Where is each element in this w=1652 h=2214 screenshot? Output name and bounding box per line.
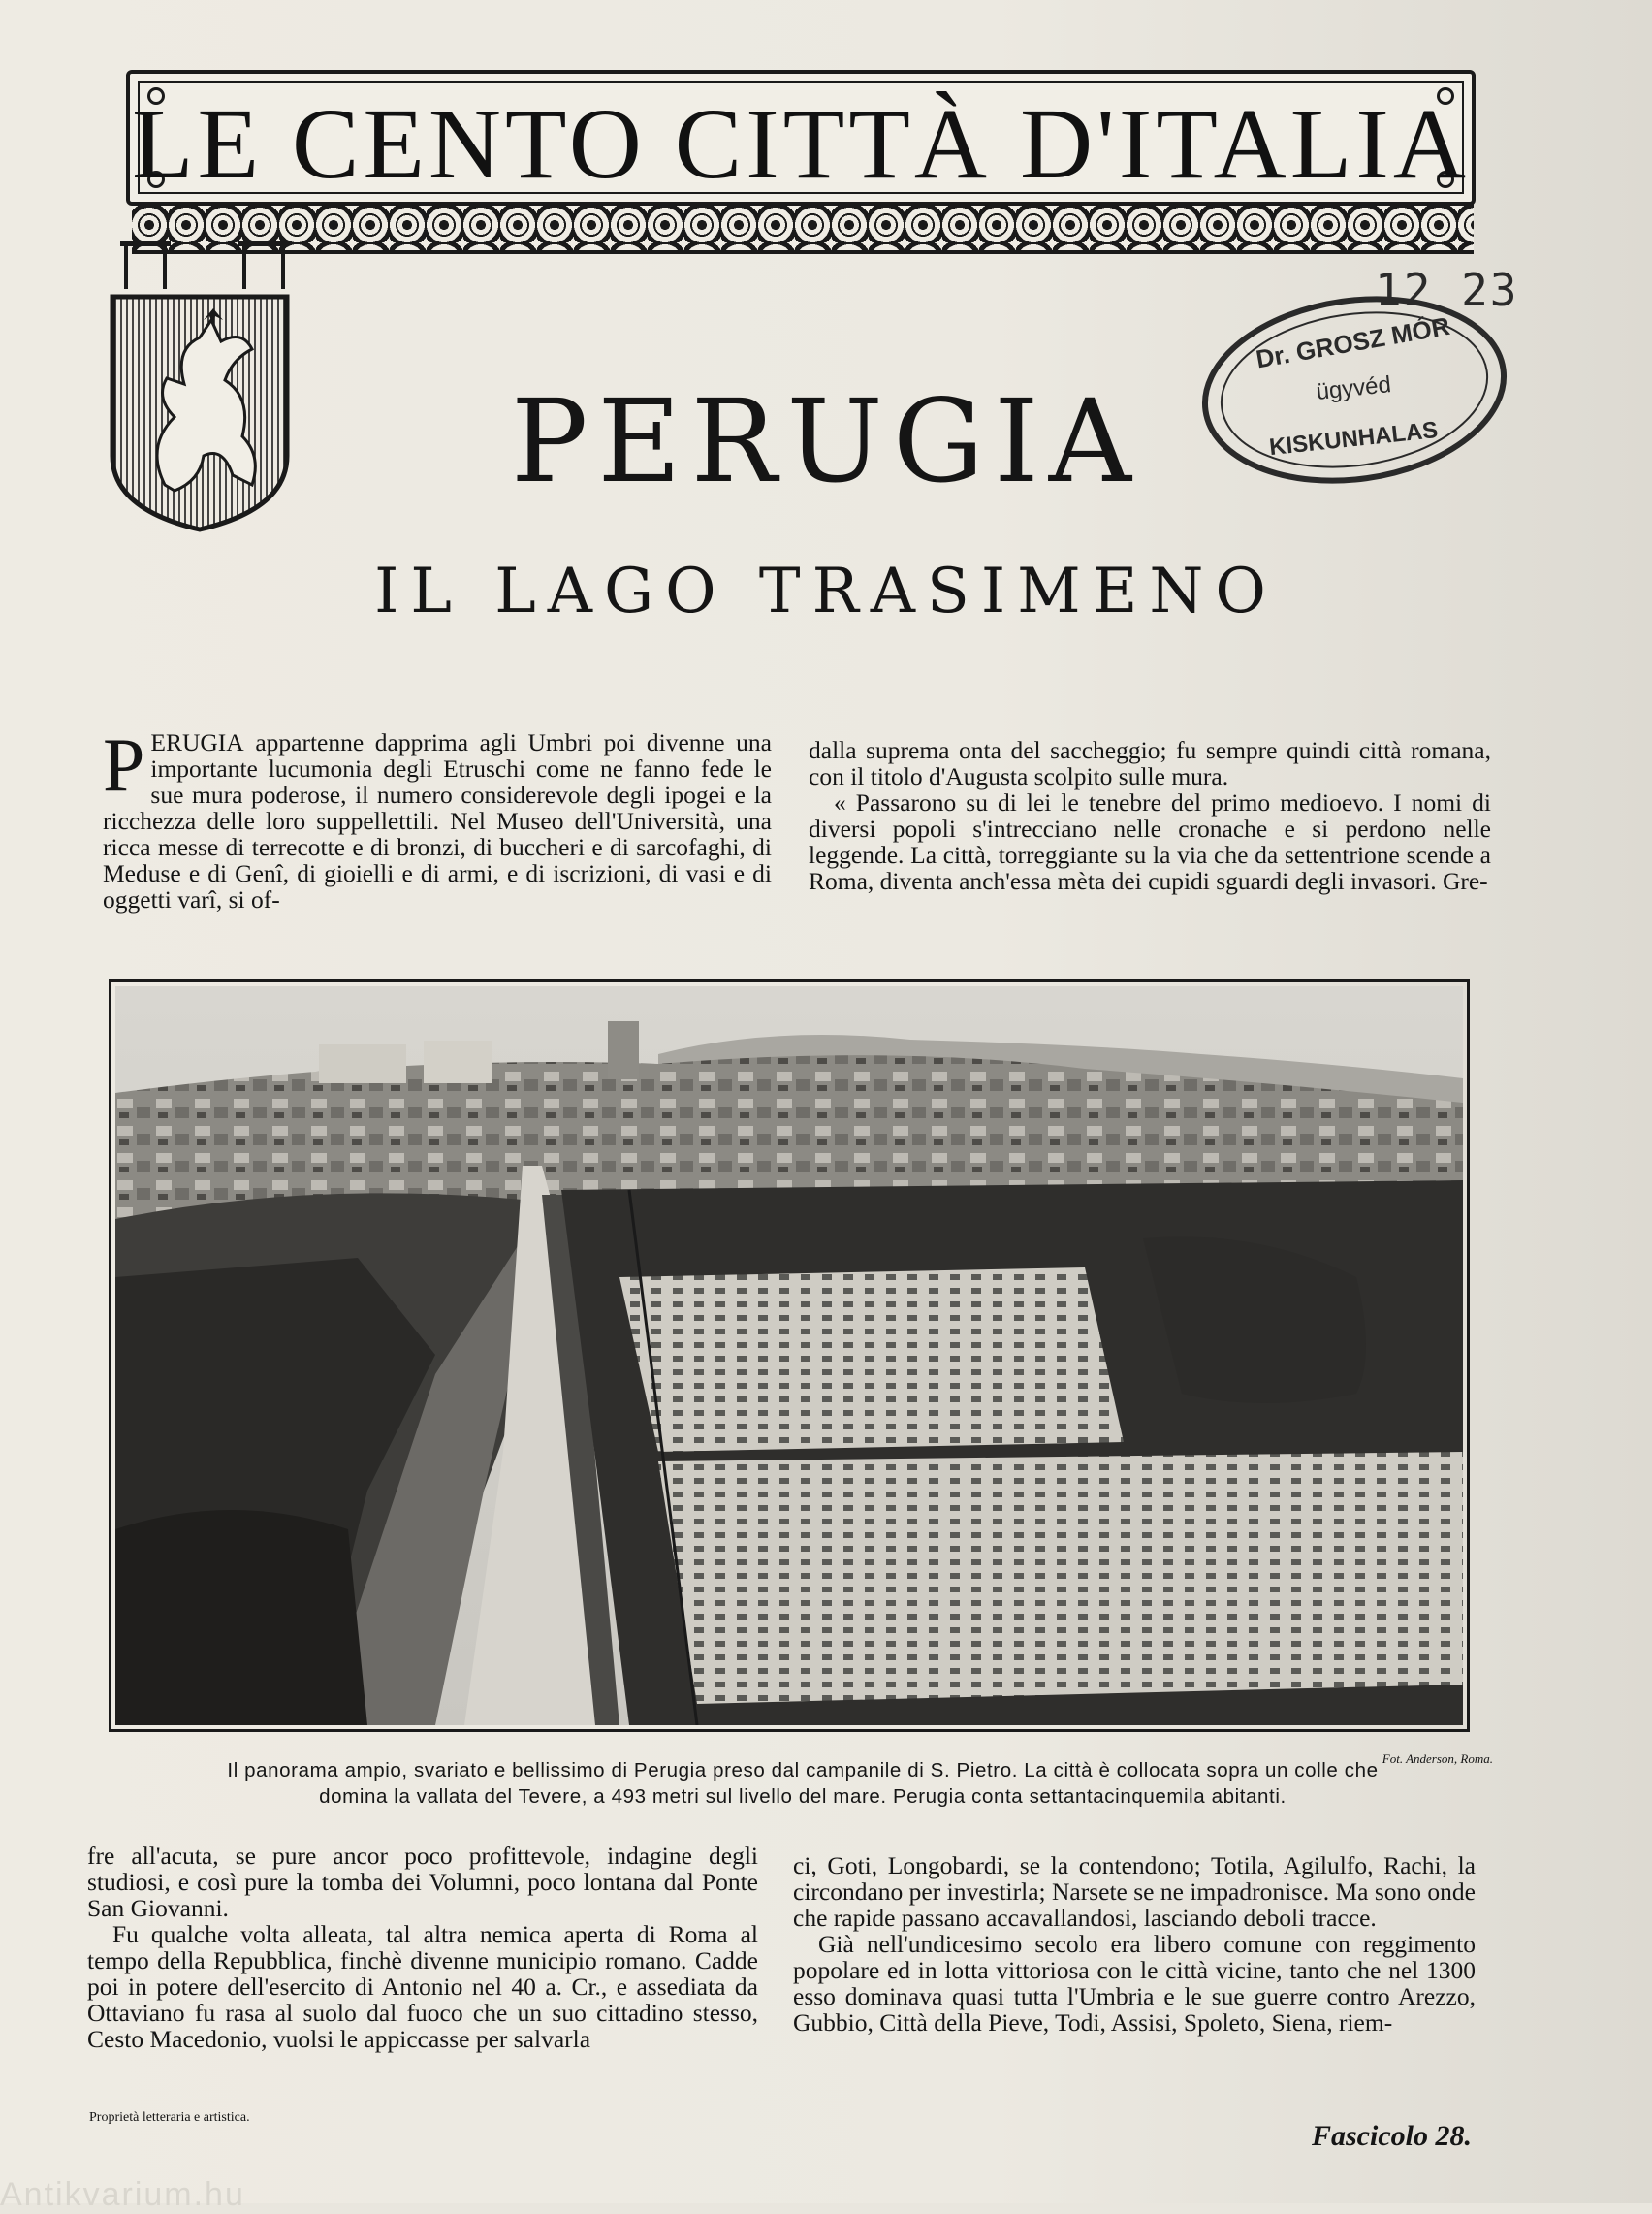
issue-value: 28. bbox=[1435, 2120, 1472, 2152]
issue-number bbox=[1312, 2120, 1472, 2153]
column-decoration bbox=[242, 246, 285, 289]
article-paragraph: « Passarono su di lei le tenebre del primo medioevo. I nomi di diversi popoli s'intrecciano nelle cronache e si perdono nelle leggende. La città, torreggiante su la via che da settentrione scende a Roma, diventa anch'essa mèta dei cupidi sguardi degli invasori. Gre- bbox=[809, 788, 1491, 895]
panorama-photo-frame bbox=[109, 979, 1470, 1732]
page-subtitle: IL LAGO TRASIMENO bbox=[374, 556, 1278, 627]
rights-notice: Proprietà letteraria e artistica. bbox=[89, 2110, 250, 2125]
stamp-line-2: ügyvéd bbox=[1315, 371, 1393, 406]
column-decoration bbox=[124, 246, 167, 289]
perugia-panorama-photo bbox=[115, 986, 1463, 1725]
stamp-number: 12 23 bbox=[1375, 264, 1519, 316]
lead-word: ERUGIA bbox=[150, 728, 244, 756]
article-column-top-right bbox=[809, 737, 1491, 894]
series-banner bbox=[126, 70, 1476, 206]
article-paragraph bbox=[103, 722, 772, 914]
paragraph-text: appartenne dapprima agli Umbri poi divenne una importante lucumonia degli Etruschi come ne fanno fede le sue mura poderose, il numero considerevole degli ipogei e la ricchezza delle loro suppellettili. Nel Museo dell'Università, una ricca messe di terrecotte e di bronzi, di buccheri e di sarcofaghi, di Meduse e di Genî, di gioielli e di armi, e di iscrizioni, di vasi e di oggetti varî, si of- bbox=[103, 728, 772, 914]
drop-cap: P bbox=[103, 722, 145, 807]
issue-label: Fascicolo bbox=[1312, 2120, 1428, 2152]
article-paragraph: Fu qualche volta alleata, tal altra nemica aperta di Roma al tempo della Repubblica, finchè divenne municipio romano. Cadde poi in potere dell'esercito di Antonio nel 40 a. Cr., e assediata da Ottaviano fu rasa al suolo dal fuoco che un suo cittadino stesso, Cesto Macedonio, vuolsi le appiccasse per salvarla bbox=[87, 1920, 758, 2053]
article-paragraph: fre all'acuta, se pure ancor poco profittevole, indagine degli studiosi, e così pure la tomba dei Volumni, poco lontana dal Ponte San Giovanni. bbox=[87, 1842, 758, 1922]
stamp-line-3: KISKUNHALAS bbox=[1267, 416, 1440, 462]
article-column-bottom-right bbox=[793, 1852, 1476, 2036]
article-paragraph: dalla suprema onta del saccheggio; fu sempre quindi città romana, con il titolo d'Augusta scolpito sulle mura. bbox=[809, 736, 1491, 790]
article-paragraph: Già nell'undicesimo secolo era libero comune con reggimento popolare ed in lotta vittoriosa con le città vicine, tanto che nel 1300 esso dominava quasi tutta l'Umbria e le sue guerre contro Arezzo, Gubbio, Città della Pieve, Todi, Assisi, Spoleto, Siena, riem- bbox=[793, 1930, 1476, 2037]
caption-line: Il panorama ampio, svariato e bellissimo di Perugia preso dal campanile di S. Pietro. La città è collocata sopra un colle che bbox=[227, 1759, 1379, 1781]
photo-caption bbox=[105, 1757, 1501, 1810]
page-title: PERUGIA bbox=[511, 374, 1141, 508]
scroll-ornament bbox=[132, 202, 1474, 254]
series-title: LE CENTO CITTÀ D'ITALIA bbox=[131, 88, 1470, 200]
stamp-line-1: Dr. GROSZ MÓR bbox=[1254, 310, 1452, 374]
article-column-top-left bbox=[103, 722, 772, 914]
caption-line: domina la vallata del Tevere, a 493 metri sul livello del mare. Perugia conta settantacinquemila abitanti. bbox=[319, 1785, 1287, 1808]
article-paragraph: ci, Goti, Longobardi, se la contendono; Totila, Agilulfo, Rachi, la circondano per investirla; Narsete se ne impadronisce. Ma sono onde che rapide passano accavallandosi, lasciando deboli tracce. bbox=[793, 1851, 1476, 1932]
photo-credit: Fot. Anderson, Roma. bbox=[1382, 1751, 1493, 1766]
watermark: Antikvarium.hu bbox=[0, 2176, 245, 2213]
article-column-bottom-left bbox=[87, 1843, 758, 2052]
